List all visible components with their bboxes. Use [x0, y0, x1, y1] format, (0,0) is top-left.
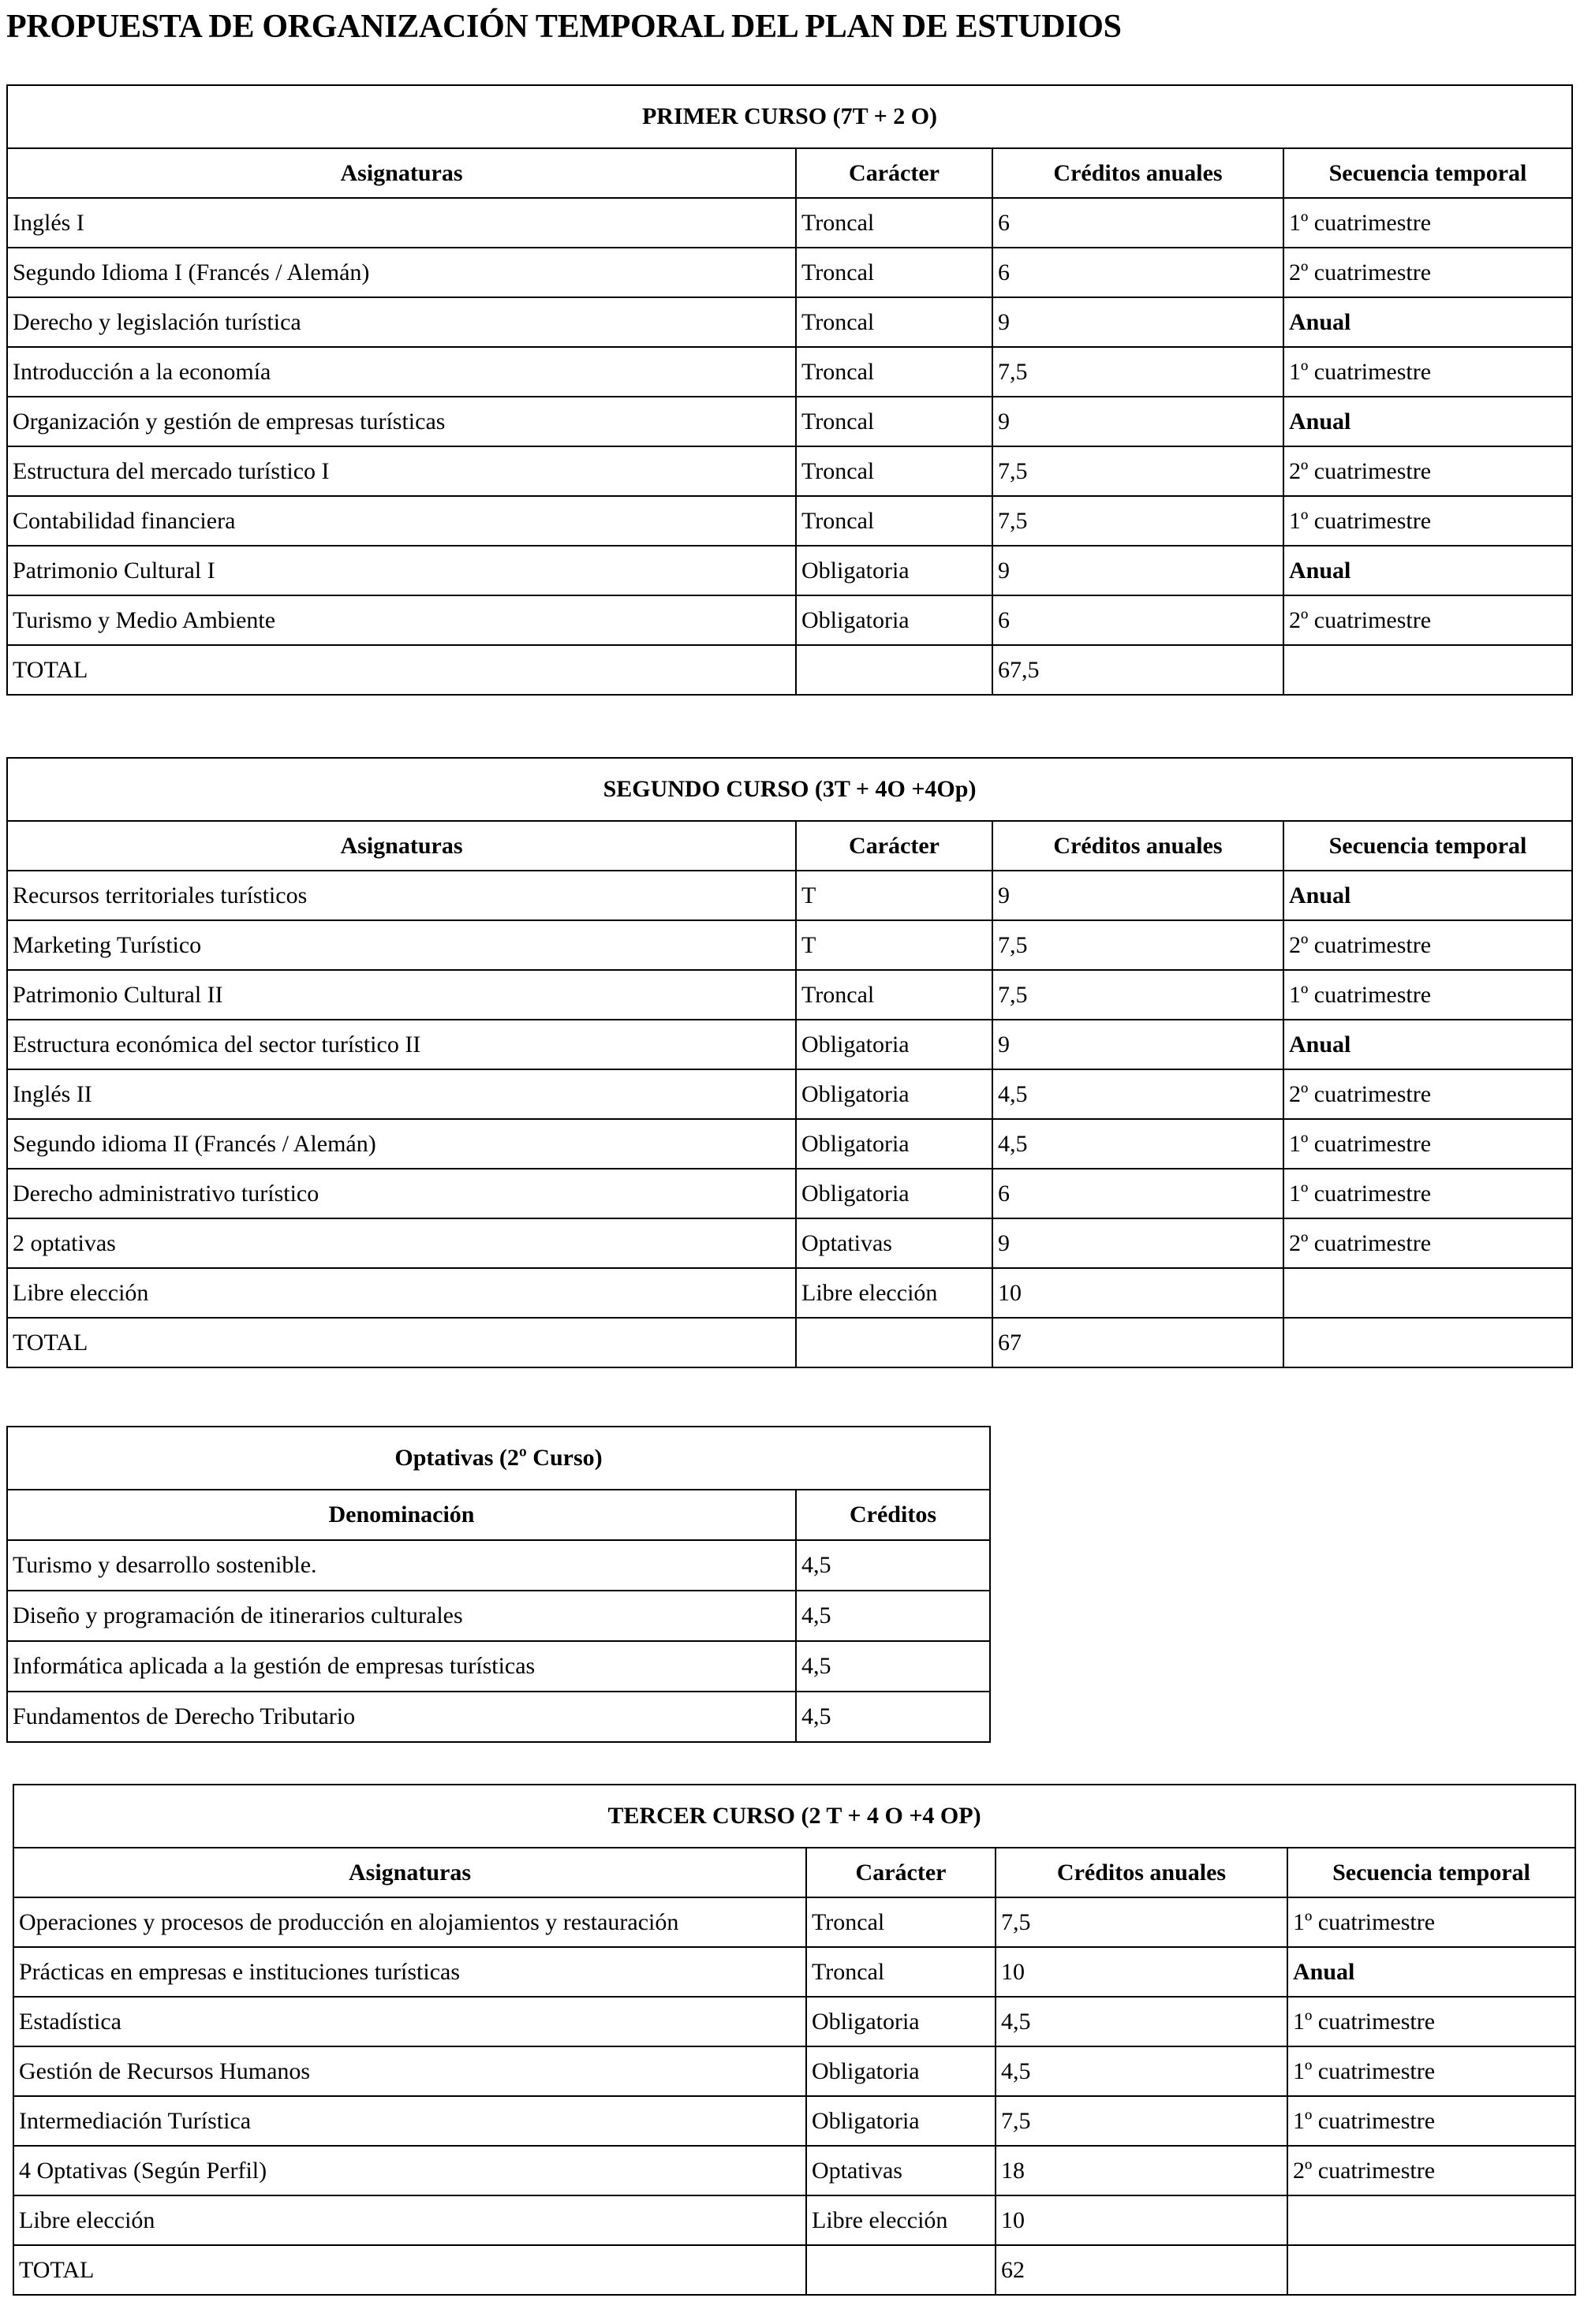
cell-asignatura: Turismo y Medio Ambiente — [7, 595, 796, 645]
column-header-asignaturas: Asignaturas — [13, 1848, 806, 1897]
cell-asignatura: Derecho administrativo turístico — [7, 1169, 796, 1218]
cell-asignatura: Organización y gestión de empresas turísticas — [7, 397, 796, 446]
column-header-caracter: Carácter — [796, 821, 992, 871]
table-row — [13, 2046, 1575, 2096]
segundo-curso-table — [6, 757, 1573, 1368]
cell-asignatura: Segundo idioma II (Francés / Alemán) — [7, 1119, 796, 1169]
total-row — [7, 645, 1572, 695]
cell-creditos: 7,5 — [992, 446, 1283, 496]
cell-secuencia: Anual — [1283, 397, 1572, 446]
cell-creditos: 67,5 — [992, 645, 1283, 695]
cell-caracter: Troncal — [796, 446, 992, 496]
cell-secuencia: 1º cuatrimestre — [1283, 198, 1572, 248]
column-header-asignaturas: Asignaturas — [7, 821, 796, 871]
cell-secuencia — [1283, 645, 1572, 695]
cell-caracter: Obligatoria — [796, 1020, 992, 1069]
cell-creditos: 6 — [992, 248, 1283, 297]
cell-asignatura: Segundo Idioma I (Francés / Alemán) — [7, 248, 796, 297]
page-title: PROPUESTA DE ORGANIZACIÓN TEMPORAL DEL PLAN DE ESTUDIOS — [6, 9, 1122, 45]
cell-creditos: 7,5 — [996, 1897, 1287, 1947]
cell-secuencia: Anual — [1283, 546, 1572, 595]
cell-caracter: Obligatoria — [806, 1997, 996, 2046]
column-header-caracter: Carácter — [806, 1848, 996, 1897]
cell-secuencia — [1287, 2195, 1575, 2245]
cell-creditos: 6 — [992, 595, 1283, 645]
cell-creditos: 18 — [996, 2146, 1287, 2195]
table-row — [7, 1218, 1572, 1268]
cell-creditos: 4,5 — [796, 1641, 990, 1692]
cell-secuencia: 1º cuatrimestre — [1287, 1997, 1575, 2046]
table-row — [7, 871, 1572, 920]
table-row — [7, 1268, 1572, 1318]
column-header-secuencia: Secuencia temporal — [1283, 148, 1572, 198]
cell-asignatura: Estadística — [13, 1997, 806, 2046]
cell-caracter — [796, 645, 992, 695]
column-header-denominacion: Denominación — [7, 1490, 796, 1540]
cell-creditos: 4,5 — [796, 1591, 990, 1641]
cell-secuencia: 2º cuatrimestre — [1283, 1218, 1572, 1268]
column-header-caracter: Carácter — [796, 148, 992, 198]
primer-curso-table — [6, 84, 1573, 696]
cell-secuencia: 1º cuatrimestre — [1283, 496, 1572, 546]
cell-secuencia — [1287, 2245, 1575, 2295]
table-caption: SEGUNDO CURSO (3T + 4O +4Op) — [7, 758, 1572, 821]
cell-asignatura: Introducción a la economía — [7, 347, 796, 397]
cell-caracter: Troncal — [796, 970, 992, 1020]
cell-creditos: 7,5 — [992, 496, 1283, 546]
table-row — [7, 1169, 1572, 1218]
table-caption: Optativas (2º Curso) — [7, 1427, 990, 1490]
cell-creditos: 6 — [992, 198, 1283, 248]
cell-creditos: 10 — [992, 1268, 1283, 1318]
table-row — [7, 595, 1572, 645]
cell-asignatura: 2 optativas — [7, 1218, 796, 1268]
table-row — [13, 1947, 1575, 1997]
tercer-curso-table — [13, 1784, 1576, 2296]
cell-asignatura: TOTAL — [7, 1318, 796, 1367]
cell-denominacion: Informática aplicada a la gestión de empresas turísticas — [7, 1641, 796, 1692]
cell-secuencia: Anual — [1283, 297, 1572, 347]
cell-asignatura: Contabilidad financiera — [7, 496, 796, 546]
cell-caracter: Troncal — [796, 198, 992, 248]
cell-asignatura: 4 Optativas (Según Perfil) — [13, 2146, 806, 2195]
cell-creditos: 10 — [996, 2195, 1287, 2245]
cell-creditos: 9 — [992, 871, 1283, 920]
column-header-secuencia: Secuencia temporal — [1287, 1848, 1575, 1897]
cell-secuencia: 1º cuatrimestre — [1283, 1169, 1572, 1218]
table-row — [7, 198, 1572, 248]
cell-asignatura: Marketing Turístico — [7, 920, 796, 970]
cell-asignatura: Patrimonio Cultural II — [7, 970, 796, 1020]
table-row — [7, 1641, 990, 1692]
table-row — [7, 347, 1572, 397]
cell-caracter: Obligatoria — [796, 595, 992, 645]
cell-caracter: Troncal — [796, 496, 992, 546]
cell-creditos: 7,5 — [992, 347, 1283, 397]
cell-creditos: 9 — [992, 546, 1283, 595]
cell-secuencia — [1283, 1268, 1572, 1318]
table-row — [7, 1020, 1572, 1069]
cell-asignatura: Intermediación Turística — [13, 2096, 806, 2146]
cell-creditos: 7,5 — [996, 2096, 1287, 2146]
cell-caracter: Troncal — [796, 397, 992, 446]
column-header-creditos-anuales: Créditos anuales — [992, 821, 1283, 871]
cell-caracter — [806, 2245, 996, 2295]
cell-creditos: 7,5 — [992, 920, 1283, 970]
table-row — [7, 1119, 1572, 1169]
cell-asignatura: Inglés II — [7, 1069, 796, 1119]
total-row — [7, 1318, 1572, 1367]
column-header-creditos-anuales: Créditos anuales — [996, 1848, 1287, 1897]
cell-creditos: 7,5 — [992, 970, 1283, 1020]
cell-asignatura: Derecho y legislación turística — [7, 297, 796, 347]
column-header-creditos: Créditos — [796, 1490, 990, 1540]
table-caption: PRIMER CURSO (7T + 2 O) — [7, 85, 1572, 148]
cell-creditos: 10 — [996, 1947, 1287, 1997]
cell-secuencia: 1º cuatrimestre — [1287, 2046, 1575, 2096]
cell-asignatura: Estructura del mercado turístico I — [7, 446, 796, 496]
cell-creditos: 9 — [992, 1020, 1283, 1069]
cell-denominacion: Turismo y desarrollo sostenible. — [7, 1540, 796, 1591]
optativas-table — [6, 1426, 991, 1743]
table-row — [7, 920, 1572, 970]
table-row — [7, 1591, 990, 1641]
cell-secuencia: 1º cuatrimestre — [1287, 2096, 1575, 2146]
cell-caracter: Libre elección — [806, 2195, 996, 2245]
table-row — [7, 496, 1572, 546]
cell-creditos: 4,5 — [992, 1069, 1283, 1119]
cell-secuencia: 1º cuatrimestre — [1287, 1897, 1575, 1947]
cell-creditos: 4,5 — [992, 1119, 1283, 1169]
cell-caracter — [796, 1318, 992, 1367]
total-row — [13, 2245, 1575, 2295]
cell-asignatura: Gestión de Recursos Humanos — [13, 2046, 806, 2096]
cell-secuencia: Anual — [1287, 1947, 1575, 1997]
cell-caracter: Optativas — [806, 2146, 996, 2195]
cell-asignatura: Prácticas en empresas e instituciones turísticas — [13, 1947, 806, 1997]
table-row — [7, 970, 1572, 1020]
cell-creditos: 4,5 — [796, 1692, 990, 1742]
cell-secuencia: 1º cuatrimestre — [1283, 347, 1572, 397]
cell-caracter: Troncal — [796, 297, 992, 347]
cell-asignatura: Recursos territoriales turísticos — [7, 871, 796, 920]
cell-asignatura: Libre elección — [7, 1268, 796, 1318]
cell-secuencia: 2º cuatrimestre — [1283, 248, 1572, 297]
cell-denominacion: Fundamentos de Derecho Tributario — [7, 1692, 796, 1742]
table-row — [7, 1069, 1572, 1119]
cell-caracter: Troncal — [806, 1897, 996, 1947]
cell-asignatura: TOTAL — [13, 2245, 806, 2295]
table-row — [13, 1997, 1575, 2046]
table-row — [7, 248, 1572, 297]
cell-caracter: Troncal — [796, 347, 992, 397]
table-row — [7, 1540, 990, 1591]
table-row — [13, 1897, 1575, 1947]
table-row — [7, 546, 1572, 595]
cell-caracter: Obligatoria — [806, 2096, 996, 2146]
table-row — [13, 2195, 1575, 2245]
table-caption: TERCER CURSO (2 T + 4 O +4 OP) — [13, 1785, 1575, 1848]
cell-secuencia: 2º cuatrimestre — [1283, 1069, 1572, 1119]
table-row — [7, 446, 1572, 496]
cell-asignatura: Inglés I — [7, 198, 796, 248]
cell-secuencia: 2º cuatrimestre — [1283, 595, 1572, 645]
cell-caracter: Troncal — [796, 248, 992, 297]
cell-asignatura: TOTAL — [7, 645, 796, 695]
cell-creditos: 62 — [996, 2245, 1287, 2295]
cell-asignatura: Libre elección — [13, 2195, 806, 2245]
cell-creditos: 9 — [992, 397, 1283, 446]
cell-secuencia: 1º cuatrimestre — [1283, 1119, 1572, 1169]
cell-caracter: Troncal — [806, 1947, 996, 1997]
cell-secuencia: 2º cuatrimestre — [1283, 920, 1572, 970]
cell-caracter: T — [796, 920, 992, 970]
cell-secuencia: 2º cuatrimestre — [1287, 2146, 1575, 2195]
cell-secuencia: 1º cuatrimestre — [1283, 970, 1572, 1020]
cell-creditos: 6 — [992, 1169, 1283, 1218]
cell-asignatura: Estructura económica del sector turístico II — [7, 1020, 796, 1069]
cell-caracter: Obligatoria — [806, 2046, 996, 2096]
cell-caracter: Libre elección — [796, 1268, 992, 1318]
cell-creditos: 67 — [992, 1318, 1283, 1367]
cell-secuencia: Anual — [1283, 871, 1572, 920]
cell-caracter: Obligatoria — [796, 1169, 992, 1218]
cell-caracter: Obligatoria — [796, 1069, 992, 1119]
column-header-asignaturas: Asignaturas — [7, 148, 796, 198]
table-row — [13, 2096, 1575, 2146]
cell-caracter: Obligatoria — [796, 1119, 992, 1169]
cell-creditos: 9 — [992, 1218, 1283, 1268]
cell-creditos: 4,5 — [996, 2046, 1287, 2096]
cell-creditos: 4,5 — [796, 1540, 990, 1591]
column-header-secuencia: Secuencia temporal — [1283, 821, 1572, 871]
cell-caracter: Obligatoria — [796, 546, 992, 595]
table-row — [7, 1692, 990, 1742]
table-row — [7, 397, 1572, 446]
cell-secuencia: Anual — [1283, 1020, 1572, 1069]
cell-secuencia: 2º cuatrimestre — [1283, 446, 1572, 496]
cell-denominacion: Diseño y programación de itinerarios culturales — [7, 1591, 796, 1641]
table-row — [7, 297, 1572, 347]
cell-caracter: Optativas — [796, 1218, 992, 1268]
table-row — [13, 2146, 1575, 2195]
cell-caracter: T — [796, 871, 992, 920]
cell-creditos: 4,5 — [996, 1997, 1287, 2046]
column-header-creditos-anuales: Créditos anuales — [992, 148, 1283, 198]
cell-asignatura: Operaciones y procesos de producción en alojamientos y restauración — [13, 1897, 806, 1947]
cell-secuencia — [1283, 1318, 1572, 1367]
cell-creditos: 9 — [992, 297, 1283, 347]
cell-asignatura: Patrimonio Cultural I — [7, 546, 796, 595]
